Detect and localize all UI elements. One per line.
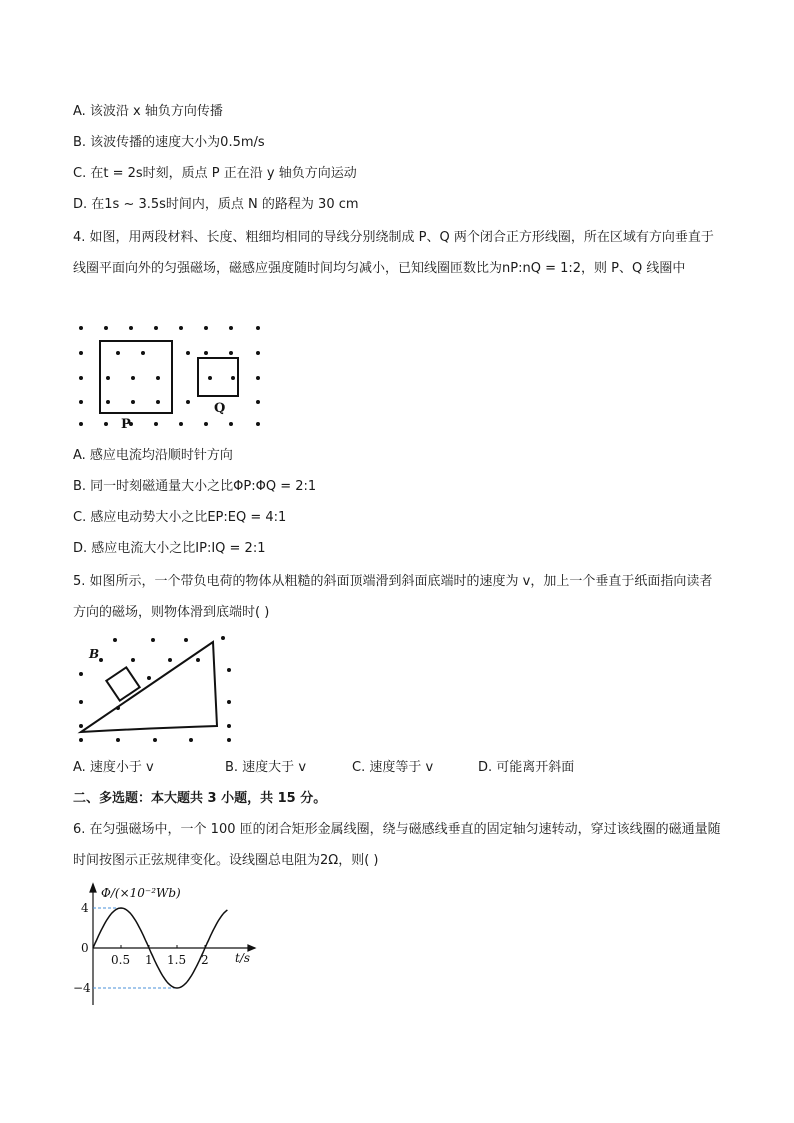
coil-p (100, 341, 172, 413)
q4-option-d: D. 感应电流大小之比IP:IQ = 2:1 (73, 541, 266, 556)
q6-ytick-4: 4 (81, 901, 89, 915)
q4-option-c: C. 感应电动势大小之比EP:EQ = 4:1 (73, 510, 287, 525)
q6-ytick-neg4: −4 (73, 981, 91, 995)
q6-xlabel: t/s (235, 951, 251, 965)
incline (81, 642, 217, 732)
q6-ytick-0: 0 (81, 941, 89, 955)
coil-q-label: Q (214, 401, 226, 416)
field-label-b: B (89, 647, 100, 661)
q6-stem: 6. 在匀强磁场中，一个 100 匝的闭合矩形金属线圈，绕与磁感线垂直的固定轴匀速转动，穿过该线圈的磁通量随时间按图示正弦规律变化。设线圈总电阻为2Ω，则( ) (73, 822, 721, 868)
q4-stem: 4. 如图，用两段材料、长度、粗细均相同的导线分别绕制成 P、Q 两个闭合正方形线圈，所在区域有方向垂直于线圈平面向外的匀强磁场，磁感应强度随时间均匀减小，已知线圈匝数比为nP:nQ = 1:2，则 P、Q 线圈中 (73, 230, 714, 276)
q6-xtick-label: 1 (145, 953, 153, 967)
q4-option-a: A. 感应电流均沿顺时针方向 (73, 448, 233, 463)
q4-option-b: B. 同一时刻磁通量大小之比ΦP:ΦQ = 2:1 (73, 479, 317, 494)
q5-option-a: A. 速度小于 v (73, 760, 154, 775)
q3-option-c: C. 在t = 2s时刻，质点 P 正在沿 y 轴负方向运动 (73, 166, 357, 181)
q6-ylabel: Φ/(×10⁻²Wb) (101, 886, 181, 900)
q5-option-b: B. 速度大于 v (225, 760, 307, 775)
q3-option-d: D. 在1s ~ 3.5s时间内，质点 N 的路程为 30 cm (73, 197, 359, 212)
q4-figure (73, 322, 273, 432)
q6-xtick-label: 2 (201, 953, 209, 967)
coil-p-label: P (121, 417, 131, 432)
q3-option-b: B. 该波传播的速度大小为0.5m/s (73, 135, 265, 150)
q5-option-c: C. 速度等于 v (352, 760, 434, 775)
q5-figure (73, 630, 243, 746)
q6-xtick-label: 1.5 (167, 953, 187, 967)
q6-xtick-label: 0.5 (111, 953, 131, 967)
q5-stem: 5. 如图所示，一个带负电荷的物体从粗糙的斜面顶端滑到斜面底端时的速度为 v，加上一个垂直于纸面指向读者方向的磁场，则物体滑到底端时( ) (73, 574, 713, 620)
q5-option-d: D. 可能离开斜面 (478, 760, 575, 775)
q3-option-a: A. 该波沿 x 轴负方向传播 (73, 104, 223, 119)
section2-title: 二、多选题：本大题共 3 小题，共 15 分。 (73, 791, 327, 806)
q6-flux-chart (73, 880, 273, 1010)
